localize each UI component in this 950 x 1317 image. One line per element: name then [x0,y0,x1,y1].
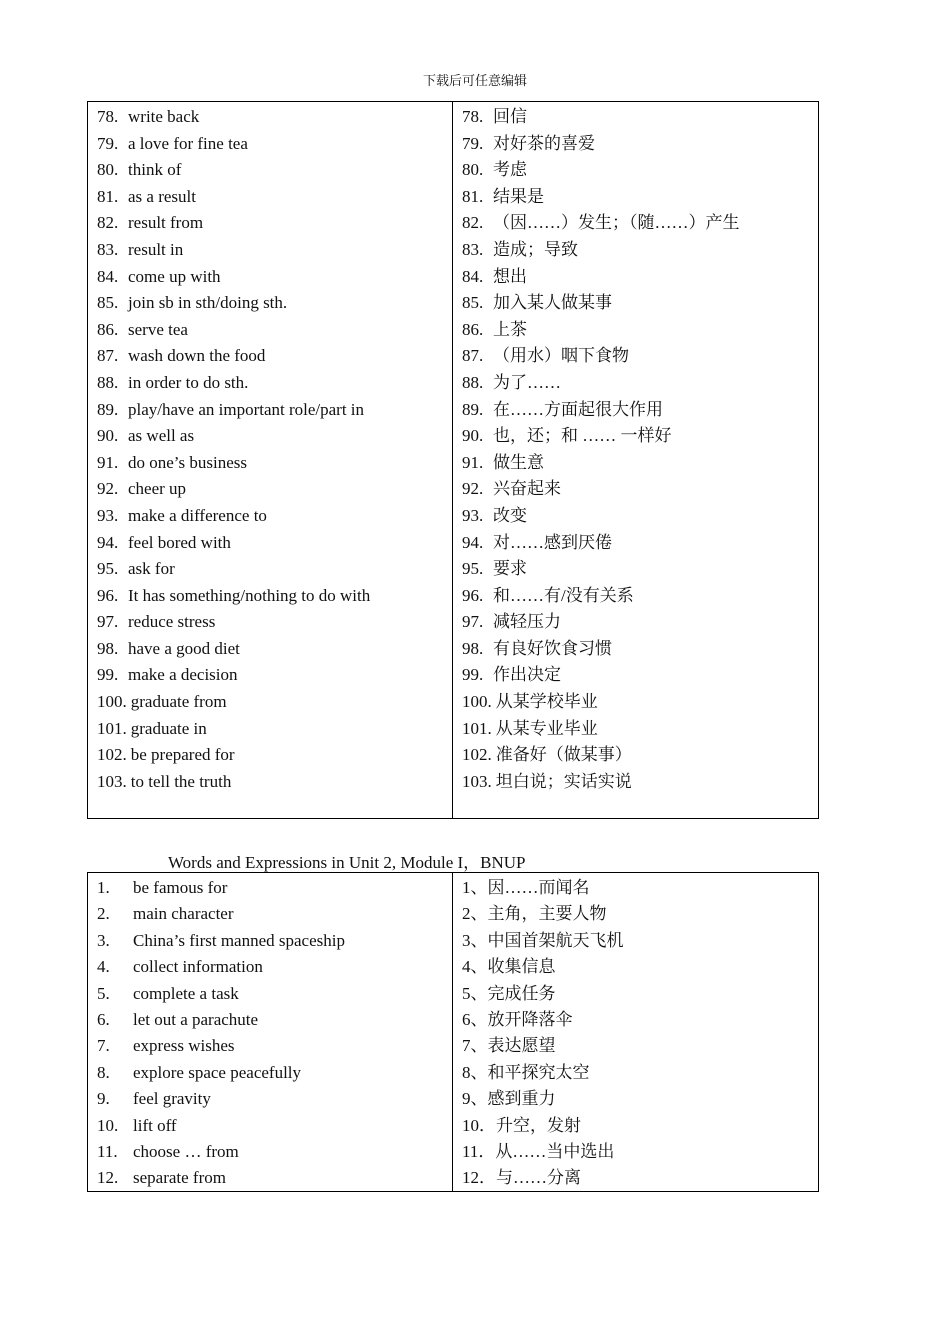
english-column [88,873,453,1191]
item-text: 因……而闻名 [487,878,590,897]
table-row [97,742,452,769]
table-row [462,662,818,689]
chinese-column [453,102,818,818]
item-text: 作出决定 [493,665,561,685]
english-column [88,102,453,818]
item-text: come up with [128,266,221,286]
item-text: do one’s business [128,452,247,472]
item-text: 与……分离 [496,1168,581,1188]
item-text: reduce stress [128,612,216,632]
item-text: 主角，主要人物 [487,904,607,924]
item-number: 4. [97,957,110,977]
table-row [97,237,452,264]
item-number: 12. [97,1168,119,1188]
table-row [462,423,818,450]
table-row [462,556,818,583]
item-text: feel gravity [133,1089,211,1109]
table-row [462,184,818,211]
item-text: cheer up [128,479,187,499]
item-text: separate from [133,1168,226,1188]
table-row [462,1033,818,1059]
table-row [97,530,452,557]
table-row [97,317,452,344]
table-row [97,450,452,477]
item-text: 上茶 [493,319,527,339]
item-text: make a difference to [128,505,267,525]
item-text: think of [128,160,182,180]
item-text: China’s first manned spaceship [133,930,345,950]
item-text: 从……当中选出 [495,1141,615,1161]
item-number: 10． [462,1115,496,1135]
item-number: 100. [462,692,492,712]
item-number: 103. [462,771,492,791]
table-row [462,609,818,636]
table-row [97,1086,452,1112]
item-text: collect information [133,957,263,977]
item-number: 89. [462,399,484,419]
item-number: 10. [97,1115,119,1135]
item-text: as well as [128,426,195,446]
table-row [462,370,818,397]
item-text: It has something/nothing to do with [128,585,371,605]
table-row [462,583,818,610]
table-row [97,901,452,927]
item-number: 8. [97,1062,110,1082]
item-text: 中国首架航天飞机 [487,930,624,950]
table-row [462,450,818,477]
item-number: 9、 [462,1089,488,1109]
table-row [97,1165,452,1191]
item-number: 86. [462,319,484,339]
item-text: 造成；导致 [493,239,578,259]
table-row [462,131,818,158]
item-number: 4、 [462,957,488,977]
table-row [462,742,818,769]
item-number: 101. [97,718,127,738]
item-text: be prepared for [130,745,235,765]
table-row [462,1060,818,1086]
table-row [97,1060,452,1086]
table-row [462,1165,818,1191]
table-row [97,157,452,184]
item-number: 92. [97,479,119,499]
item-text: 对……感到厌倦 [493,532,612,552]
item-text: 和……有/没有关系 [493,585,634,605]
item-text: 升空，发射 [496,1115,581,1135]
item-text: serve tea [128,319,188,339]
item-number: 98. [97,638,119,658]
item-number: 78. [462,107,484,126]
item-text: have a good diet [128,638,240,658]
table-row [97,184,452,211]
table-row [97,928,452,954]
chinese-column [453,873,818,1191]
vocab-table-2 [87,872,819,1192]
table-row [97,662,452,689]
table-row [97,954,452,980]
item-text: 和平探究太空 [487,1062,590,1082]
table-row [462,397,818,424]
item-number: 78. [97,107,119,126]
item-number: 88. [462,372,484,392]
item-number: 99. [462,665,484,685]
table-row [462,264,818,291]
table-row [97,716,452,743]
item-text: a love for fine tea [128,133,248,153]
item-text: 为了…… [493,372,561,392]
item-text: 要求 [493,559,527,579]
item-number: 101. [462,718,492,738]
table-row [462,503,818,530]
item-number: 85. [462,293,484,313]
item-number: 83. [462,239,484,259]
item-number: 93. [462,505,484,525]
vocab-table-1 [87,101,819,819]
item-text: 感到重力 [487,1089,556,1109]
item-text: 收集信息 [487,957,556,977]
item-number: 102. [462,745,492,765]
table-row [462,901,818,927]
table-row [97,476,452,503]
table-row [97,609,452,636]
item-text: 也，还；和 …… 一样好 [493,426,672,446]
item-text: 做生意 [493,452,544,472]
item-text: in order to do sth. [128,372,249,392]
item-number: 100. [97,692,127,712]
item-number: 79. [97,133,119,153]
item-text: 从某专业毕业 [495,718,598,738]
item-text: 对好茶的喜爱 [493,133,595,153]
item-number: 87. [462,346,484,366]
item-number: 9. [97,1089,110,1109]
table-row [462,237,818,264]
item-number: 11． [462,1141,496,1161]
item-text: as a result [128,186,196,206]
item-number: 81. [462,186,484,206]
item-number: 90. [462,426,484,446]
item-number: 2. [97,904,110,924]
table-row [462,157,818,184]
table-caption: Words and Expressions in Unit 2, Module I，BNUP [168,853,526,872]
table-row [462,343,818,370]
item-number: 95. [462,559,484,579]
table-row [97,503,452,530]
table-row [97,397,452,424]
item-text: result from [128,213,204,233]
table-row [97,1033,452,1059]
table-row [97,264,452,291]
item-text: result in [128,239,184,259]
item-text: 放开降落伞 [487,1009,573,1029]
item-text: 结果是 [493,186,544,206]
item-text: main character [133,904,234,924]
item-text: （因……）发生；（随……）产生 [493,213,740,233]
table-row [462,1086,818,1112]
item-number: 6、 [462,1009,488,1029]
table-row [97,1139,452,1165]
item-number: 88. [97,372,119,392]
item-number: 84. [97,266,119,286]
item-number: 102. [97,745,127,765]
item-number: 80. [462,160,484,180]
item-number: 83. [97,239,119,259]
item-number: 94. [97,532,119,552]
table-row [97,981,452,1007]
item-text: 完成任务 [487,983,556,1003]
table-row [462,636,818,663]
item-text: lift off [133,1115,177,1135]
item-text: feel bored with [128,532,231,552]
item-text: complete a task [133,983,239,1003]
table-row [97,769,452,796]
table-row [97,210,452,237]
item-number: 1. [97,878,110,897]
item-text: explore space peacefully [133,1062,302,1082]
item-number: 86. [97,319,119,339]
item-text: 从某学校毕业 [495,692,598,712]
item-number: 7、 [462,1036,488,1056]
table-row [97,1113,452,1139]
item-text: 改变 [493,505,527,525]
item-number: 5、 [462,983,488,1003]
table-row [97,290,452,317]
item-text: 有良好饮食习惯 [493,638,612,658]
item-number: 11. [97,1141,118,1161]
item-number: 7. [97,1036,110,1056]
item-text: 回信 [493,107,527,126]
item-number: 99. [97,665,119,685]
table-row [462,476,818,503]
item-number: 6. [97,1009,110,1029]
item-text: graduate from [130,692,227,712]
table-row [97,875,452,901]
item-number: 96. [462,585,484,605]
item-number: 3、 [462,930,488,950]
item-number: 82. [462,213,484,233]
table-row [462,928,818,954]
table-row [462,875,818,901]
table-row [462,104,818,131]
item-number: 91. [462,452,484,472]
item-text: 想出 [493,266,527,286]
item-text: play/have an important role/part in [128,399,365,419]
item-number: 82. [97,213,119,233]
item-number: 97. [97,612,119,632]
table-row [462,1007,818,1033]
item-text: make a decision [128,665,238,685]
item-number: 2、 [462,904,488,924]
item-text: 考虑 [493,160,527,180]
table-row [97,1007,452,1033]
item-number: 96. [97,585,119,605]
item-text: 准备好（做某事） [495,745,632,765]
table-row [97,370,452,397]
item-text: ask for [128,559,175,579]
item-number: 87. [97,346,119,366]
item-number: 94. [462,532,484,552]
item-text: write back [128,107,200,126]
item-text: be famous for [133,878,228,897]
item-text: 坦白说；实话实说 [495,771,632,791]
table-row [97,423,452,450]
item-number: 93. [97,505,119,525]
item-number: 91. [97,452,119,472]
table-row [462,290,818,317]
item-text: join sb in sth/doing sth. [128,293,288,313]
table-row [97,636,452,663]
item-number: 84. [462,266,484,286]
table-row [97,343,452,370]
item-number: 12． [462,1168,496,1188]
item-number: 90. [97,426,119,446]
table-row [97,131,452,158]
table-row [97,689,452,716]
item-number: 95. [97,559,119,579]
item-number: 92. [462,479,484,499]
item-number: 103. [97,771,127,791]
table-row [462,716,818,743]
table-row [462,981,818,1007]
item-text: 减轻压力 [493,612,561,632]
item-text: graduate in [130,718,207,738]
item-text: 在……方面起很大作用 [493,399,663,419]
table-row [97,583,452,610]
item-text: （用水）咽下食物 [493,346,629,366]
table-row [462,769,818,796]
item-number: 5. [97,983,110,1003]
item-number: 97. [462,612,484,632]
table-row [97,104,452,131]
table-row [97,556,452,583]
item-text: express wishes [133,1036,235,1056]
item-number: 98. [462,638,484,658]
item-number: 85. [97,293,119,313]
item-text: to tell the truth [130,771,232,791]
item-text: 兴奋起来 [493,479,561,499]
page-header: 下载后可任意编辑 [422,73,527,88]
table-row [462,210,818,237]
item-text: 表达愿望 [487,1036,556,1056]
item-text: choose … from [133,1141,239,1161]
item-number: 80. [97,160,119,180]
item-number: 89. [97,399,119,419]
table-row [462,954,818,980]
item-text: let out a parachute [133,1009,259,1029]
table-row [462,317,818,344]
item-number: 79. [462,133,484,153]
item-text: wash down the food [128,346,266,366]
item-text: 加入某人做某事 [493,293,612,313]
table-row [462,1139,818,1165]
item-number: 1、 [462,878,488,897]
item-number: 8、 [462,1062,488,1082]
table-row [462,530,818,557]
item-number: 3. [97,930,110,950]
table-row [462,689,818,716]
table-row [462,1113,818,1139]
item-number: 81. [97,186,119,206]
